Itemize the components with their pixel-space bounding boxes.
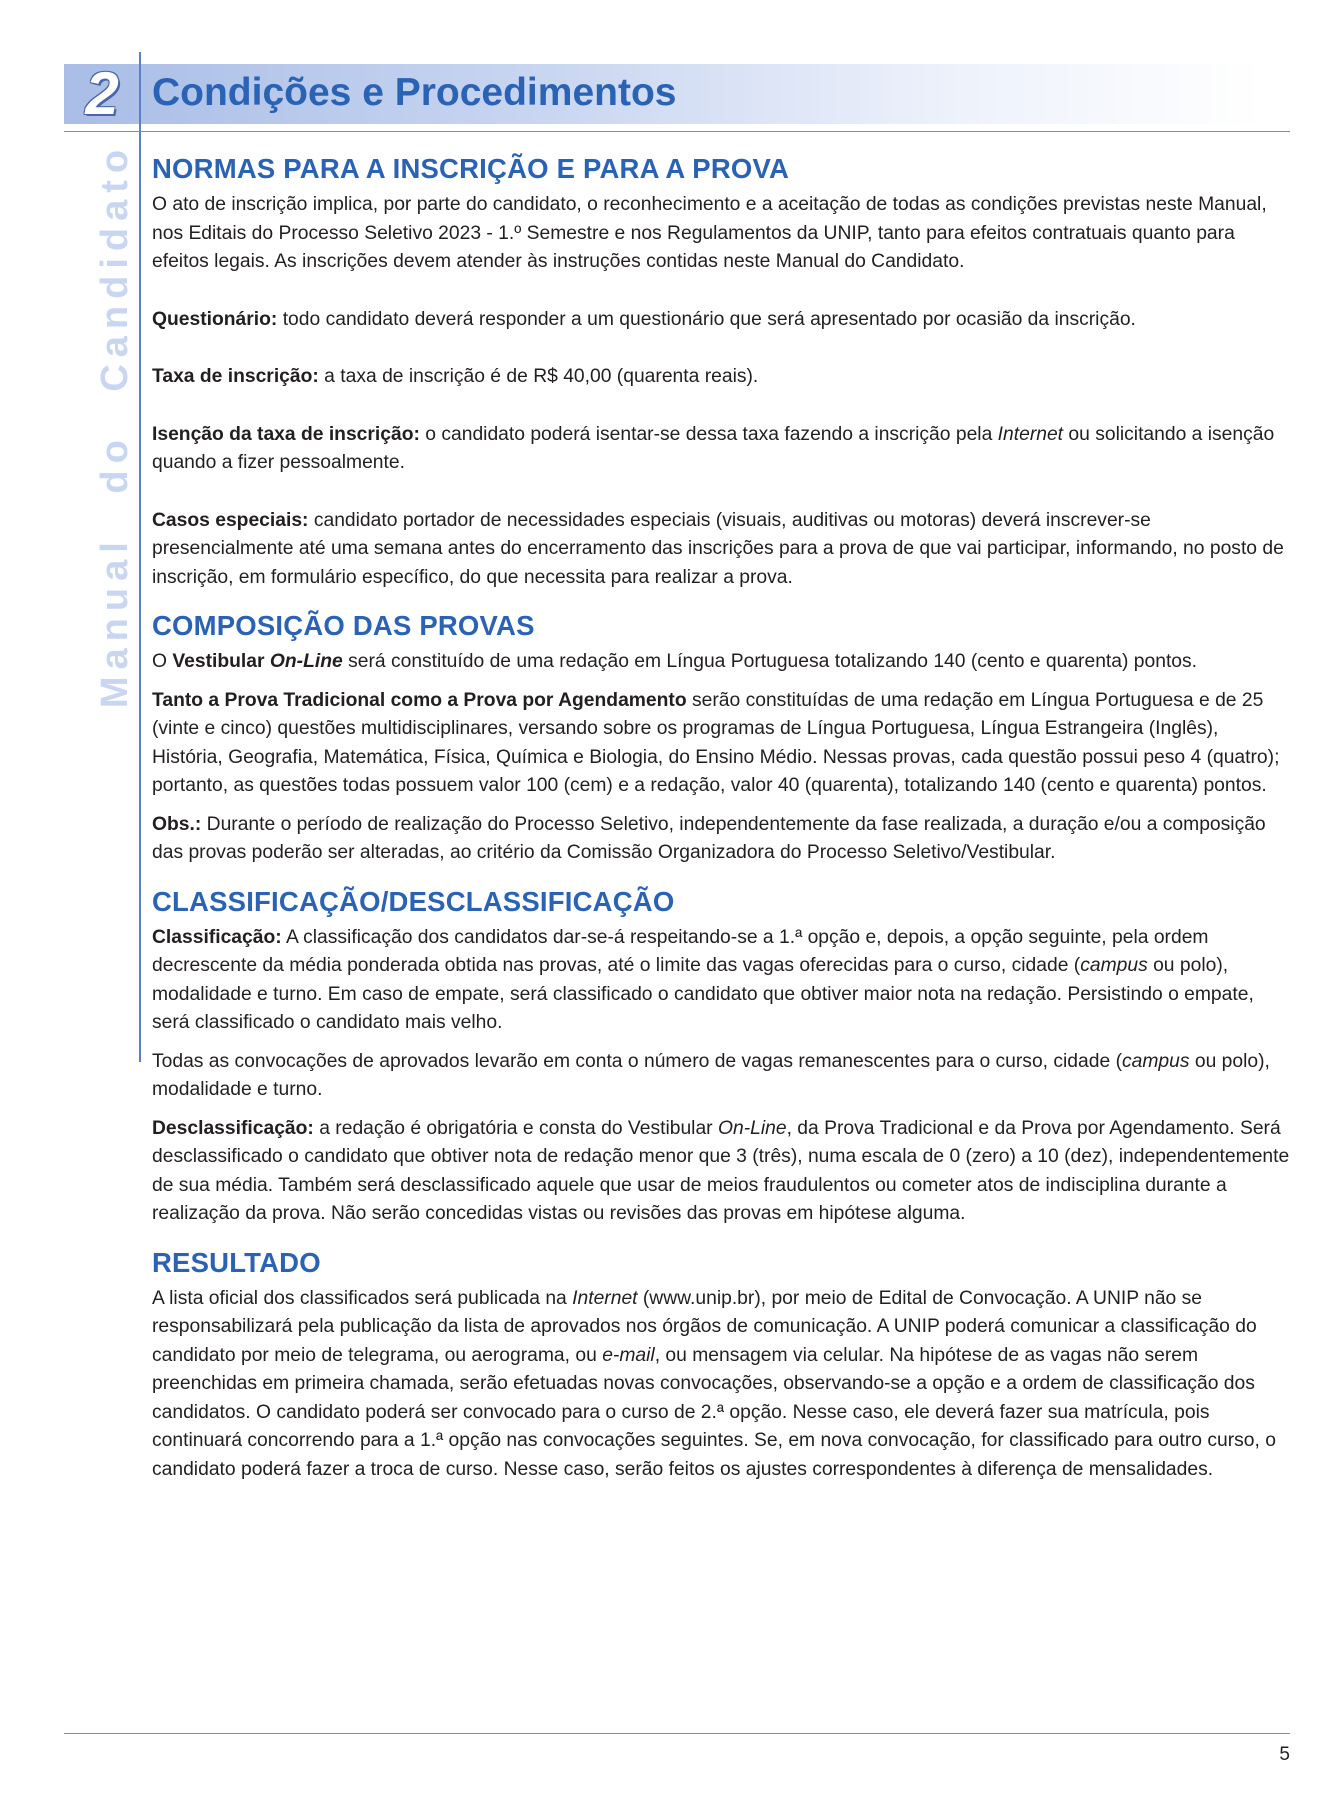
main-content [152, 152, 1292, 1484]
side-label-container [94, 142, 137, 708]
label-taxa: Taxa de inscrição: [152, 366, 319, 387]
chapter-title: Condições e Procedimentos [152, 71, 677, 114]
paragraph-obs: Obs.: Durante o período de realização do Processo Seletivo, independentemente da fase realizada, a duração e/ou a composição das provas poderão ser alteradas, ao critério da Comissão Organizadora do Processo Seletivo/Vestibular. [152, 813, 1266, 863]
paragraph-prova-tradicional: Tanto a Prova Tradicional como a Prova por Agendamento serão constituídas de uma redação em Língua Portuguesa e de 25 (vinte e cinco) questões multidisciplinares, versando sobre os programas de Língua Portuguesa, Língua Estrangeira (Inglês), História, Geografia, Matemática, Física, Química e Biologia, do Ensino Médio. Nessas provas, cada questão possui peso 4 (quatro); portanto, as questões todas possuem valor 100 (cem) e a redação, valor 40 (quarenta), totalizando 140 (cento e quarenta) pontos. [152, 689, 1280, 796]
paragraph-casos: Casos especiais: candidato portador de necessidades especiais (visuais, auditivas ou motoras) deverá inscrever-se presencialmente até uma semana antes do encerramento das inscrições para a prova de que vai participar, informando, no posto de inscrição, em formulário específico, do que necessita para realizar a prova. [152, 509, 1284, 588]
page-number: 5 [1279, 1744, 1290, 1765]
vertical-rule [139, 52, 141, 1062]
chapter-number: 2 [85, 60, 119, 127]
paragraph-desclassificacao: Desclassificação: a redação é obrigatória e consta do Vestibular On-Line, da Prova Tradicional e da Prova por Agendamento. Será desclassificado o candidato que obtiver nota de redação menor que 3 (três), numa escala de 0 (zero) a 10 (dez), independentemente de sua média. Também será desclassificado aquele que usar de meios fraudulentos ou cometer atos de indisciplina durante a realização da prova. Não serão concedidas vistas ou revisões das provas em hipótese alguma. [152, 1117, 1290, 1224]
heading-normas: NORMAS PARA A INSCRIÇÃO E PARA A PROVA [152, 153, 790, 184]
heading-classificacao: CLASSIFICAÇÃO/DESCLASSIFICAÇÃO [152, 885, 675, 917]
side-label: Manual do Candidato [94, 142, 137, 708]
footer-divider [64, 1733, 1290, 1734]
paragraph-isencao: Isenção da taxa de inscrição: o candidato poderá isentar-se dessa taxa fazendo a inscrição pela Internet ou solicitando a isenção quando a fizer pessoalmente. [152, 423, 1275, 473]
heading-resultado: RESULTADO [152, 1246, 321, 1278]
header-divider [64, 131, 1290, 132]
paragraph-normas-intro: O ato de inscrição implica, por parte do candidato, o reconhecimento e a aceitação de todas as condições previstas neste Manual, nos Editais do Processo Seletivo 2023 - 1.º Semestre e nos Regulamentos da UNIP, tanto para efeitos contratuais quanto para efeitos legais. As inscrições devem atender às instruções contidas neste Manual do Candidato. [152, 194, 1267, 272]
heading-composicao: COMPOSIÇÃO DAS PROVAS [152, 610, 535, 641]
paragraph-convocacoes: Todas as convocações de aprovados levarão em conta o número de vagas remanescentes para o curso, cidade (campus ou polo), modalidade e turno. [152, 1050, 1270, 1100]
label-isencao: Isenção da taxa de inscrição: [152, 423, 420, 445]
paragraph-questionario: Questionário: todo candidato deverá responder a um questionário que será apresentado por ocasião da inscrição. [152, 308, 1136, 330]
paragraph-resultado: A lista oficial dos classificados será publicada na Internet (www.unip.br), por meio de Edital de Convocação. A UNIP não se responsabilizará pela publicação da lista de aprovados nos órgãos de comunicação. A UNIP poderá comunicar a classificação do candidato por meio de telegrama, ou aerograma, ou e-mail, ou mensagem via celular. Na hipótese de as vagas não serem preenchidas em primeira chamada, serão efetuadas novas convocações, observando-se a opção e a ordem de classificação dos candidatos. O candidato poderá ser convocado para o curso de 2.ª opção. Nesse caso, ele deverá fazer sua matrícula, pois continuará concorrendo para a 1.ª opção nas convocações seguintes. Se, em nova convocação, for classificado para outro curso, o candidato poderá fazer a troca de curso. Nesse caso, serão feitos os ajustes correspondentes à diferença de mensalidades. [152, 1287, 1276, 1480]
label-questionario: Questionário: [152, 308, 278, 330]
label-casos: Casos especiais: [152, 509, 309, 531]
paragraph-classificacao: Classificação: A classificação dos candidatos dar-se-á respeitando-se a 1.ª opção e, depois, a opção seguinte, pela ordem decrescente da média ponderada obtida nas provas, até o limite das vagas oferecidas para o curso, cidade (campus ou polo), modalidade e turno. Em caso de empate, será classificado o candidato que obtiver maior nota na redação. Persistindo o empate, será classificado o candidato mais velho. [152, 926, 1254, 1033]
paragraph-vestibular-online: O Vestibular On-Line será constituído de uma redação em Língua Portuguesa totalizando 140 (cento e quarenta) pontos. [152, 651, 1198, 672]
paragraph-taxa: Taxa de inscrição: a taxa de inscrição é de R$ 40,00 (quarenta reais). [152, 366, 759, 387]
